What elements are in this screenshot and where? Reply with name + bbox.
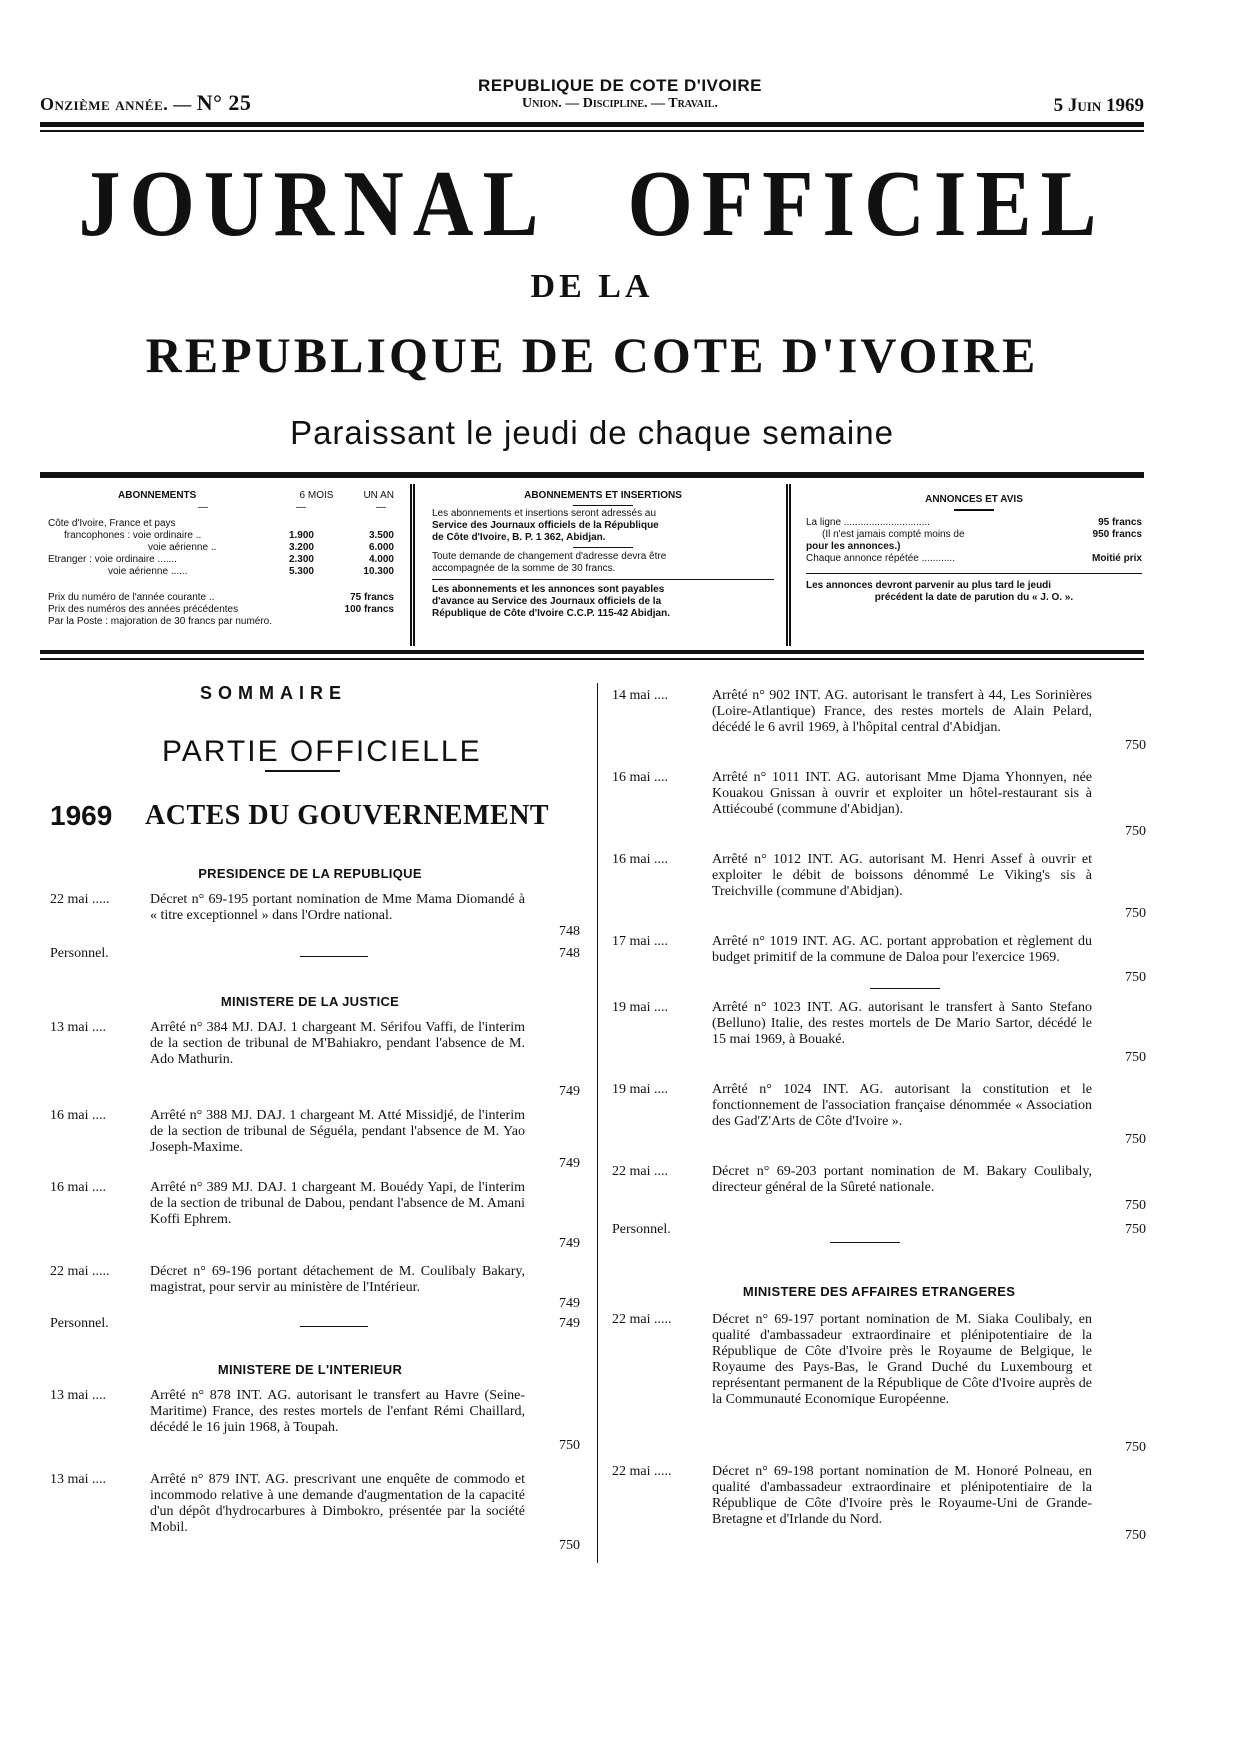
section-interieur: MINISTERE DE L'INTERIEUR (217, 1362, 403, 1377)
entry-page: 749 (559, 1084, 580, 1099)
annonces-delai: Les annonces devront parvenir au plus tard le jeudi (806, 580, 1052, 591)
insertions-p1c: de Côte d'Ivoire, B. P. 1 362, Abidjan. (432, 532, 606, 543)
masthead-word-journal: JOURNAL (78, 152, 548, 257)
entry-date: Personnel. (50, 946, 109, 961)
toc-entry[interactable] (50, 1472, 580, 1568)
edition-line: Onzième année. — N° 25 (40, 90, 252, 115)
partie-officielle: PARTIE OFFICIELLE (162, 735, 482, 768)
insertions-p2b: accompagnée de la somme de 30 francs. (432, 563, 616, 574)
entry-date: 14 mai .... (612, 688, 668, 703)
masthead-republique: REPUBLIQUE DE COTE D'IVOIRE (145, 327, 1039, 383)
abonnements-line5: voie aérienne ...... (108, 566, 188, 577)
insertions-p3b: d'avance au Service des Journaux officiels de la (432, 596, 662, 607)
insertions-p1a: Les abonnements et insertions seront adressés au (432, 508, 657, 519)
entry-page: 748 (559, 946, 580, 961)
abonnements-title: ABONNEMENTS (118, 490, 197, 501)
column-divider (597, 683, 598, 1563)
dash: — (198, 502, 208, 513)
entry-text: Décret n° 69-195 portant nomination de Mme Mama Diomandé à « titre exceptionnel » dans l'Ordre national. (150, 892, 525, 923)
entry-text: Arrêté n° 878 INT. AG. autorisant le transfert au Havre (Seine-Maritime) France, des restes mortels de l'enfant Rémi Chaillard, décédé le 16 juin 1968, à Toupah. (150, 1388, 525, 1435)
entry-date: 16 mai .... (50, 1180, 106, 1195)
actes-title: ACTES DU GOUVERNEMENT (145, 800, 550, 831)
entry-date: 17 mai .... (612, 934, 668, 949)
annonces-box (806, 494, 1142, 604)
entry-page: 750 (559, 1538, 580, 1553)
entry-date: 22 mai .... (612, 1164, 668, 1179)
price: 950 francs (1092, 529, 1142, 540)
toc-entry[interactable] (50, 1316, 580, 1334)
prix-poste: Par la Poste : majoration de 30 francs par numéro. (48, 616, 273, 627)
entry-date: 22 mai ..... (612, 1464, 672, 1479)
entry-page: 750 (559, 1438, 580, 1453)
country-header (440, 76, 800, 112)
entry-date: 19 mai .... (612, 1082, 668, 1097)
insertions-p3a: Les abonnements et les annonces sont payables (432, 584, 665, 595)
entry-date: 16 mai .... (50, 1108, 106, 1123)
insertions-p3c: République de Côte d'Ivoire C.C.P. 115-42 Abidjan. (432, 608, 670, 619)
price: 100 francs (344, 604, 394, 615)
abonnements-line1: Côte d'Ivoire, France et pays (48, 518, 176, 529)
toc-entry[interactable] (612, 1082, 1146, 1162)
toc-entry[interactable] (612, 1312, 1146, 1456)
entry-text: Arrêté n° 1023 INT. AG. autorisant le transfert à Santo Stefano (Belluno) Italie, des restes mortels de De Mario Sartor, décédé le 15 mai 1969, à Bouaké. (712, 1000, 1092, 1047)
entry-page: 750 (1125, 906, 1146, 921)
masthead-word-officiel: OFFICIEL (627, 152, 1106, 257)
header-rule-thin (40, 130, 1144, 132)
entry-page: 750 (1125, 1440, 1146, 1455)
masthead-tagline: Paraissant le jeudi de chaque semaine (290, 414, 894, 451)
price: 6.000 (368, 542, 394, 553)
toc-entry[interactable] (50, 1108, 580, 1188)
entry-text: Arrêté n° 1024 INT. AG. autorisant la constitution et le fonctionnement de l'association française dénommée « Association des Gad'Z'Arts de Côte d'Ivoire ». (712, 1082, 1092, 1129)
box-divider (786, 484, 791, 646)
entry-text: Arrêté n° 384 MJ. DAJ. 1 chargeant M. Sérifou Vaffi, de l'interim de la section de tribunal de M'Bahiakro, pendant l'absence de M. Ado Mathurin. (150, 1020, 525, 1067)
entry-page: 749 (559, 1156, 580, 1171)
entry-page: 750 (1125, 738, 1146, 753)
annonces-delai2: précédent la date de parution du « J. O. ». (874, 592, 1074, 603)
edition-year: Onzième année. (40, 94, 169, 114)
toc-entry[interactable] (50, 1020, 580, 1100)
entry-page: 749 (559, 1316, 580, 1331)
toc-entry[interactable] (612, 1000, 1146, 1080)
issue-date: 5 Juin 1969 (1053, 95, 1144, 116)
entry-text: Décret n° 69-196 portant détachement de M. Coulibaly Bakary, magistrat, pour servir au ministère de l'Intérieur. (150, 1264, 525, 1295)
toc-entry[interactable] (612, 688, 1146, 768)
separator (300, 1326, 368, 1327)
price: Moitié prix (1091, 553, 1142, 564)
price: 10.300 (363, 566, 394, 577)
section-justice: MINISTERE DE LA JUSTICE (220, 994, 400, 1009)
masthead-de-la: DE LA (530, 268, 654, 305)
annonces-repetee: Chaque annonce répétée ............ (806, 553, 955, 564)
country-name: REPUBLIQUE DE COTE D'IVOIRE (478, 76, 762, 95)
entry-text: Arrêté n° 879 INT. AG. prescrivant une enquête de commodo et incommodo relative à une demande d'augmentation de la capacité d'un dépôt d'hydrocarbures à Dimbokro, présentée par la société Mobil. (150, 1472, 525, 1535)
entry-date: 22 mai ..... (50, 1264, 110, 1279)
dash: — (376, 502, 386, 513)
entry-page: 750 (1125, 970, 1146, 985)
box-divider (410, 484, 415, 646)
section-presidence: PRESIDENCE DE LA REPUBLIQUE (198, 866, 422, 881)
insertions-title: ABONNEMENTS ET INSERTIONS (524, 490, 682, 501)
separator (870, 988, 940, 989)
entry-date: 13 mai .... (50, 1020, 106, 1035)
partie-rule (265, 770, 340, 772)
entry-text: Arrêté n° 1012 INT. AG. autorisant M. Henri Assef à ouvrir et exploiter le débit de boissons dénommé Le Viking's sis à Treichville (commune d'Abidjan). (712, 852, 1092, 899)
insertions-box (432, 490, 774, 620)
info-top-rule (40, 472, 1144, 478)
entry-date: Personnel. (612, 1222, 671, 1237)
entry-date: 22 mai ..... (612, 1312, 672, 1327)
price: 3.500 (368, 530, 394, 541)
entry-text: Arrêté n° 1011 INT. AG. autorisant Mme Djama Yhonnyen, née Kouakou Gnissan à ouvrir et exploiter un hôtel-restaurant sis à Attiécoubé (commune d'Abidjan). (712, 770, 1092, 817)
insertions-p1b: Service des Journaux officiels de la République (432, 520, 659, 531)
price: 75 francs (350, 592, 394, 603)
entry-text: Arrêté n° 388 MJ. DAJ. 1 chargeant M. Atté Missidjé, de l'interim de la section de tribunal de Séguéla, pendant l'absence de M. Yao Joseph-Maxime. (150, 1108, 525, 1155)
abonnements-col-unan: UN AN (363, 490, 394, 501)
entry-page: 750 (1125, 1528, 1146, 1543)
dash: — (296, 502, 306, 513)
price: 95 francs (1098, 517, 1142, 528)
toc-entry[interactable] (612, 1164, 1146, 1228)
abonnements-col-6mois: 6 MOIS (299, 490, 334, 501)
entry-date: 19 mai .... (612, 1000, 668, 1015)
price: 3.200 (288, 542, 314, 553)
entry-text: Arrêté n° 902 INT. AG. autorisant le transfert à 44, Les Sorinières (Loire-Atlantique) France, des restes mortels de Alain Pelard, décédé le 6 avril 1969, à l'hôpital central d'Abidjan. (712, 688, 1092, 735)
separator (830, 1242, 900, 1243)
price: 4.000 (368, 554, 394, 565)
entry-page: 750 (1125, 1222, 1146, 1237)
national-motto: Union. — Discipline. — Travail. (522, 96, 718, 111)
toc-entry[interactable] (612, 770, 1146, 850)
entry-page: 749 (559, 1236, 580, 1251)
entry-date: 16 mai .... (612, 852, 668, 867)
entry-text: Décret n° 69-197 portant nomination de M. Siaka Coulibaly, en qualité d'ambassadeur extraordinaire et plénipotentiaire de la République de Côte d'Ivoire près le Royaume de Belgique, le Royaume des Pays-Bas, le Grand Duché du Luxembourg et représentant permanent de la République de Côte d'Ivoire auprès de la Communauté Economique Européenne. (712, 1312, 1092, 1407)
abonnements-line4: Etranger : voie ordinaire ....... (48, 554, 177, 565)
info-bottom-rule-thin (40, 658, 1144, 660)
entry-text: Arrêté n° 389 MJ. DAJ. 1 chargeant M. Bouédy Yapi, de l'interim de la section de tribunal de Dabou, pendant l'absence de M. Amani Koffi Ephrem. (150, 1180, 525, 1227)
price: 2.300 (288, 554, 314, 565)
price: 1.900 (288, 530, 314, 541)
toc-entry[interactable] (612, 1464, 1146, 1560)
section-etrangeres: MINISTERE DES AFFAIRES ETRANGERES (742, 1284, 1016, 1299)
entry-date: 16 mai .... (612, 770, 668, 785)
annonces-note: (Il n'est jamais compté moins de (822, 529, 965, 540)
entry-page: 750 (1125, 1132, 1146, 1147)
toc-entry[interactable] (50, 1388, 580, 1468)
header-rule (40, 122, 1144, 127)
entry-page: 750 (1125, 824, 1146, 839)
entry-text: Arrêté n° 1019 INT. AG. AC. portant approbation et règlement du budget primitif de la commune de Daloa pour l'exercice 1969. (712, 934, 1092, 965)
prix-courant: Prix du numéro de l'année courante .. (48, 592, 215, 603)
abonnements-line3: voie aérienne .. (148, 542, 217, 553)
annonces-title: ANNONCES ET AVIS (925, 494, 1023, 505)
entry-text: Décret n° 69-203 portant nomination de M. Bakary Coulibaly, directeur général de la Sûreté nationale. (712, 1164, 1092, 1195)
toc-entry[interactable] (612, 852, 1146, 932)
abonnements-box (48, 490, 394, 628)
annonces-ligne: La ligne ............................... (806, 517, 930, 528)
issue-number: N° 25 (196, 90, 252, 115)
prix-anciens: Prix des numéros des années précédentes (48, 604, 239, 615)
price: 5.300 (288, 566, 314, 577)
insertions-p2a: Toute demande de changement d'adresse devra être (432, 551, 667, 562)
entry-date: 22 mai ..... (50, 892, 110, 907)
info-bottom-rule (40, 650, 1144, 654)
entry-date: 13 mai .... (50, 1388, 106, 1403)
entry-date: 13 mai .... (50, 1472, 106, 1487)
abonnements-line2: francophones : voie ordinaire .. (64, 530, 202, 541)
entry-page: 749 (559, 1296, 580, 1311)
entry-page: 748 (559, 924, 580, 939)
entry-date: Personnel. (50, 1316, 109, 1331)
annonces-note2: pour les annonces.) (806, 541, 901, 552)
entry-page: 750 (1125, 1198, 1146, 1213)
sommaire-title: SOMMAIRE (200, 683, 347, 703)
separator (300, 956, 368, 957)
toc-entry[interactable] (612, 1222, 1146, 1240)
entry-page: 750 (1125, 1050, 1146, 1065)
toc-entry[interactable] (50, 946, 580, 964)
entry-text: Décret n° 69-198 portant nomination de M. Honoré Polneau, en qualité d'ambassadeur extraordinaire et plénipotentiaire de la République de Côte d'Ivoire près le Royaume-Uni de Grande-Bretagne et d'Irlande du Nord. (712, 1464, 1092, 1527)
actes-year: 1969 (50, 800, 113, 831)
toc-entry[interactable] (50, 1180, 580, 1260)
masthead-title (40, 150, 1144, 259)
